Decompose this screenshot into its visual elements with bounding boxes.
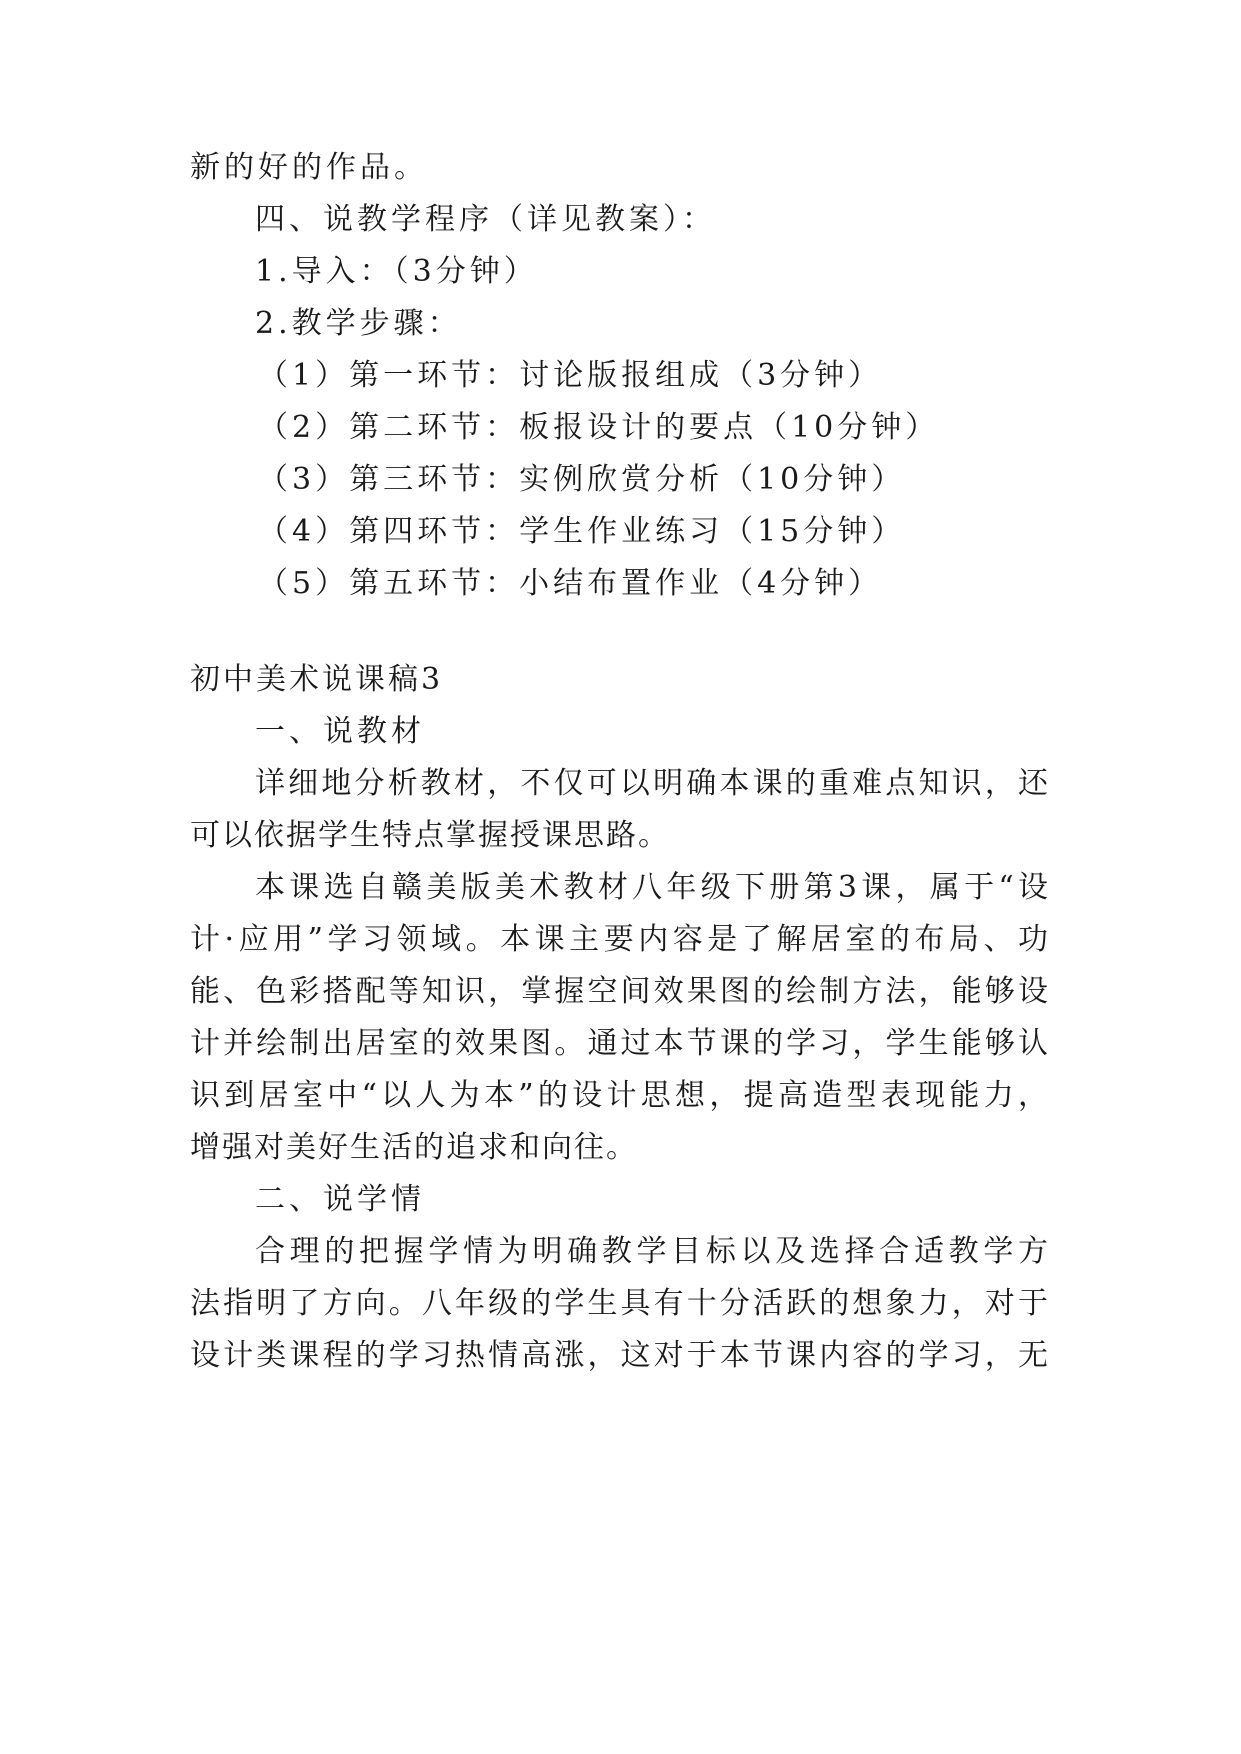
paragraph-1-line-1: 详细地分析教材，不仅可以明确本课的重难点知识，还 (255, 766, 1050, 801)
step-item-4: （4）第四环节：学生作业练习（15分钟） (258, 514, 906, 549)
step-item-3: （3）第三环节：实例欣赏分析（10分钟） (258, 462, 906, 497)
paragraph-1-line-2: 可以依据学生特点掌握授课思路。 (190, 818, 670, 853)
list-item-introduction: 1.导入：（3分钟） (255, 254, 538, 289)
step-item-5: （5）第五环节：小结布置作业（4分钟） (258, 566, 883, 601)
paragraph-3-line-1: 合理的把握学情为明确教学目标以及选择合适教学方 (255, 1234, 1050, 1269)
step-item-1: （1）第一环节：讨论版报组成（3分钟） (258, 358, 883, 393)
section-heading-textbook: 一、说教材 (255, 714, 425, 749)
paragraph-2-line-4: 计并绘制出居室的效果图。通过本节课的学习，学生能够认 (190, 1026, 1050, 1061)
paragraph-2-line-3: 能、色彩搭配等知识，掌握空间效果图的绘制方法，能够设 (190, 974, 1050, 1009)
section-heading-learning-situation: 二、说学情 (255, 1182, 425, 1217)
section-heading-teaching-procedure: 四、说教学程序（详见教案）： (255, 202, 716, 237)
paragraph-2-line-6: 增强对美好生活的追求和向往。 (190, 1130, 638, 1165)
paragraph-2-line-1: 本课选自赣美版美术教材八年级下册第3课，属于“设 (255, 870, 1050, 905)
paragraph-3-line-2: 法指明了方向。八年级的学生具有十分活跃的想象力，对于 (190, 1286, 1050, 1321)
paragraph-3-line-3: 设计类课程的学习热情高涨，这对于本节课内容的学习，无 (190, 1338, 1050, 1373)
step-item-2: （2）第二环节：板报设计的要点（10分钟） (258, 410, 940, 445)
paragraph-2-line-5: 识到居室中“以人为本”的设计思想，提高造型表现能力， (190, 1078, 1050, 1113)
paragraph-2-line-2: 计·应用”学习领域。本课主要内容是了解居室的布局、功 (190, 922, 1050, 957)
list-item-teaching-steps: 2.教学步骤： (255, 306, 462, 341)
document-title: 初中美术说课稿3 (190, 662, 444, 697)
continuation-text: 新的好的作品。 (190, 150, 428, 185)
